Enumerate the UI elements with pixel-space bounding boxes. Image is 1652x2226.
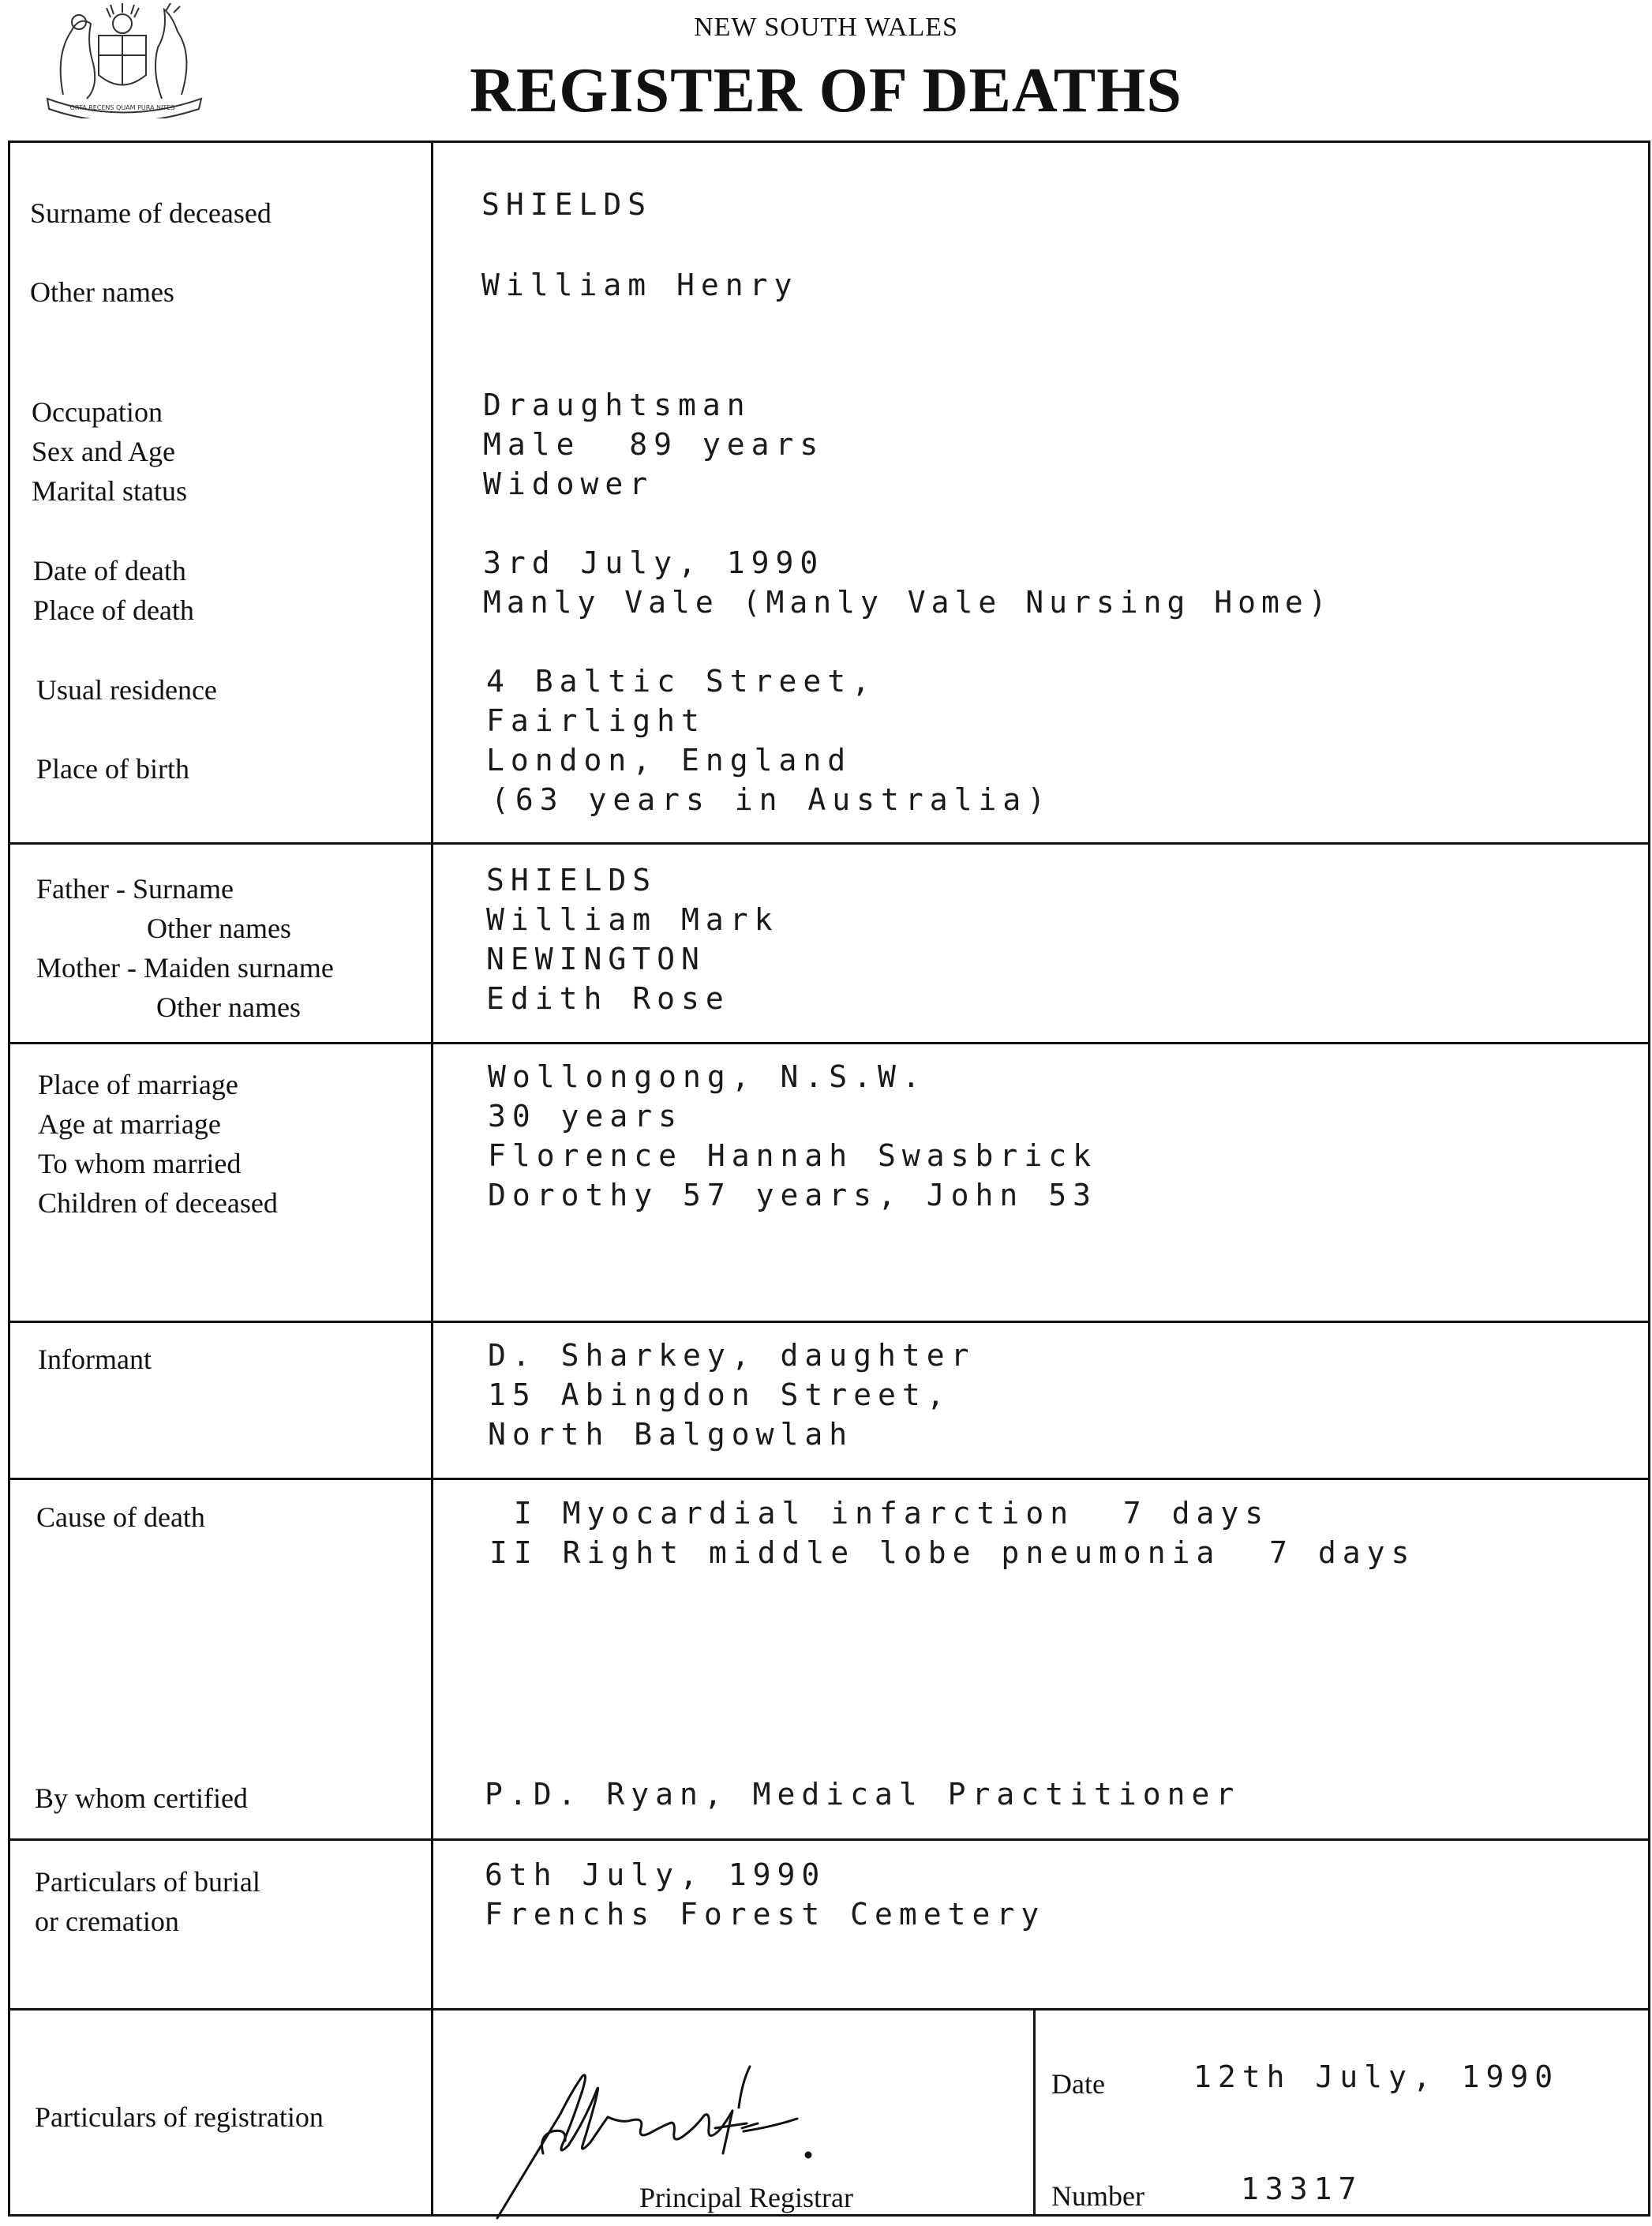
value-date-of-death: 3rd July, 1990 (483, 545, 825, 580)
value-sex-age: Male 89 years (483, 427, 825, 462)
label-occupation: Occupation (32, 396, 163, 428)
value-father-surname: SHIELDS (486, 863, 657, 898)
value-mother-other-names: Edith Rose (486, 981, 730, 1016)
svg-text:ORTA RECENS QUAM PURA NITES: ORTA RECENS QUAM PURA NITES (69, 104, 175, 111)
section-divider (8, 1321, 1650, 1323)
value-occupation: Draughtsman (483, 388, 751, 422)
value-to-whom-married: Florence Hannah Swasbrick (488, 1138, 1097, 1173)
value-other-names: William Henry (481, 268, 799, 302)
page-title: REGISTER OF DEATHS (470, 56, 1182, 126)
value-informant-line-2: 15 Abingdon Street, (488, 1377, 951, 1412)
value-burial-place: Frenchs Forest Cemetery (485, 1897, 1046, 1932)
value-age-at-marriage: 30 years (488, 1099, 684, 1134)
value-father-other-names: William Mark (486, 902, 779, 937)
label-other-names: Other names (30, 276, 174, 308)
label-marital-status: Marital status (32, 475, 187, 507)
value-marital-status: Widower (483, 467, 654, 501)
label-mother-other-names: Other names (156, 991, 301, 1023)
value-cause-line-2: II Right middle lobe pneumonia 7 days (489, 1535, 1416, 1570)
label-burial-line-2: or cremation (35, 1906, 179, 1937)
value-residence-line-1: 4 Baltic Street, (486, 664, 877, 699)
value-informant-line-1: D. Sharkey, daughter (488, 1338, 976, 1373)
label-usual-residence: Usual residence (36, 674, 217, 706)
value-children: Dorothy 57 years, John 53 (488, 1178, 1097, 1212)
value-place-of-marriage: Wollongong, N.S.W. (488, 1059, 927, 1094)
section-divider (8, 2008, 1650, 2011)
label-registration-number: Number (1051, 2180, 1144, 2212)
value-informant-line-3: North Balgowlah (488, 1417, 854, 1452)
value-registration-date: 12th July, 1990 (1193, 2059, 1560, 2094)
label-place-of-birth: Place of birth (36, 753, 189, 785)
label-certified-by: By whom certified (35, 1782, 248, 1814)
registration-divider (1033, 2011, 1036, 2217)
label-burial-line-1: Particulars of burial (35, 1866, 260, 1898)
label-principal-registrar: Principal Registrar (639, 2182, 853, 2213)
value-residence-line-2: Fairlight (486, 703, 706, 738)
value-burial-date: 6th July, 1990 (485, 1857, 826, 1892)
section-divider (8, 842, 1650, 845)
label-place-of-marriage: Place of marriage (38, 1069, 238, 1100)
label-mother-maiden-surname: Mother - Maiden surname (36, 952, 334, 984)
value-birth-line-2: (63 years in Australia) (491, 782, 1052, 817)
column-divider (431, 141, 433, 2217)
label-informant: Informant (38, 1343, 152, 1375)
value-place-of-death: Manly Vale (Manly Vale Nursing Home) (483, 585, 1332, 620)
value-registration-number: 13317 (1241, 2172, 1363, 2206)
state-heading: NEW SOUTH WALES (694, 13, 958, 42)
section-divider (8, 1838, 1650, 1841)
label-cause-of-death: Cause of death (36, 1501, 205, 1533)
label-to-whom-married: To whom married (38, 1148, 242, 1179)
label-surname: Surname of deceased (30, 197, 272, 229)
label-date-of-death: Date of death (33, 555, 186, 586)
value-certified-by: P.D. Ryan, Medical Practitioner (485, 1777, 1241, 1812)
label-children: Children of deceased (38, 1187, 278, 1219)
label-sex-age: Sex and Age (32, 436, 175, 467)
value-birth-line-1: London, England (486, 743, 852, 778)
label-father-surname: Father - Surname (36, 873, 234, 905)
value-mother-maiden-surname: NEWINGTON (486, 942, 706, 976)
value-surname: SHIELDS (481, 187, 653, 222)
label-registration-date: Date (1051, 2068, 1105, 2100)
label-place-of-death: Place of death (33, 594, 194, 626)
value-cause-line-1: I Myocardial infarction 7 days (489, 1496, 1270, 1531)
section-divider (8, 1042, 1650, 1044)
label-father-other-names: Other names (147, 913, 291, 944)
label-registration: Particulars of registration (35, 2101, 324, 2133)
section-divider (8, 1478, 1650, 1480)
label-age-at-marriage: Age at marriage (38, 1108, 221, 1140)
